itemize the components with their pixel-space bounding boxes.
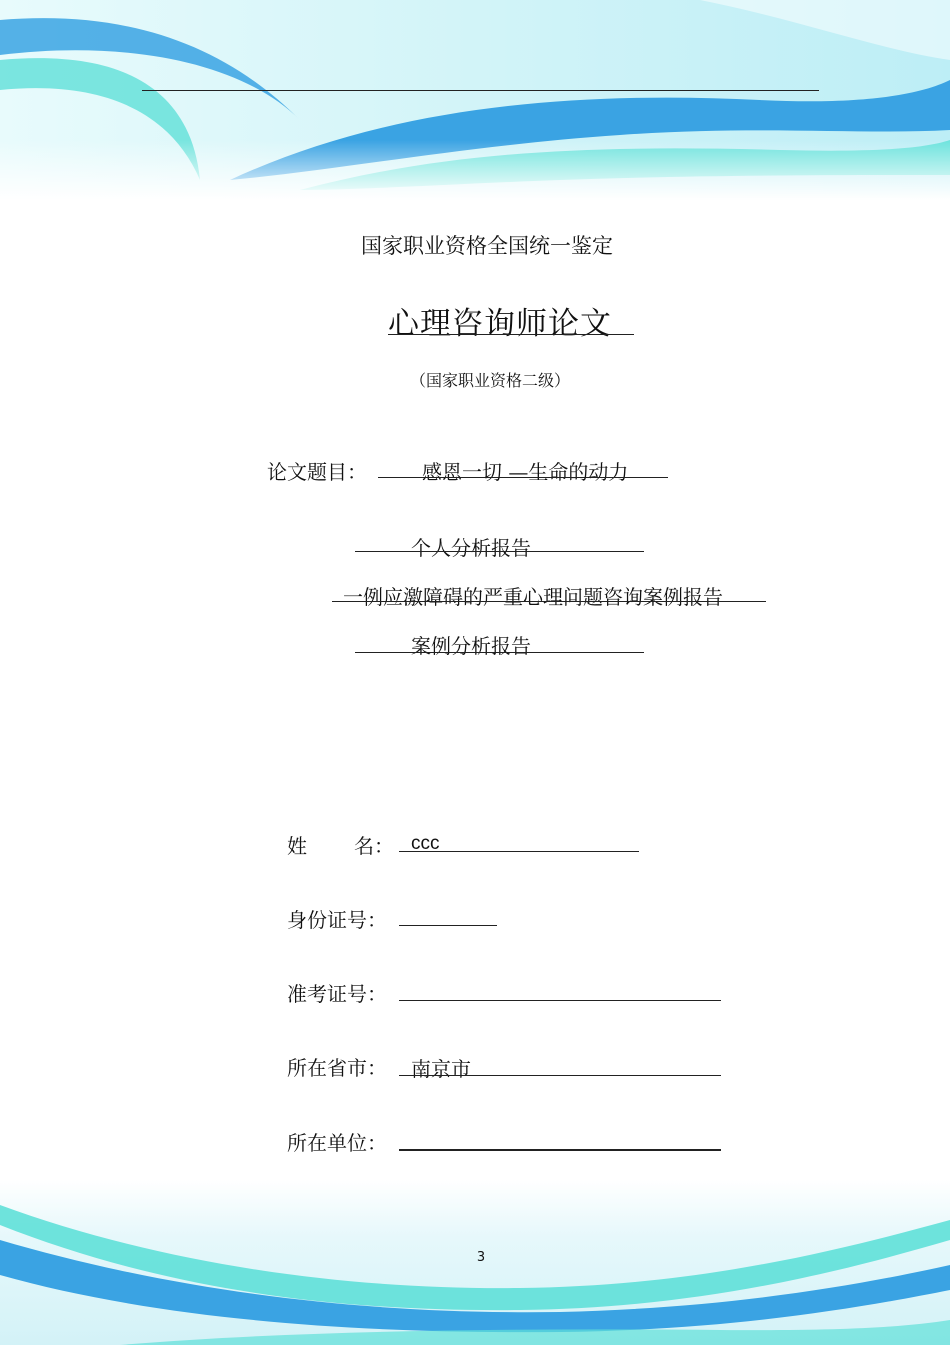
top-wave-decoration xyxy=(0,0,950,200)
page-title: 心理咨询师论文 xyxy=(388,306,612,342)
report-item: 个人分析报告 xyxy=(411,536,531,560)
topic-label: 论文题目： xyxy=(267,460,367,484)
id-number-label: 身份证号： xyxy=(287,908,387,932)
province-label: 所在省市： xyxy=(287,1056,387,1080)
exam-number-label: 准考证号： xyxy=(287,982,387,1006)
name-value: ccc xyxy=(411,833,440,854)
title-underline xyxy=(388,334,634,335)
province-value: 南京市 xyxy=(411,1057,471,1081)
id-number-underline xyxy=(399,925,497,926)
exam-number-underline xyxy=(399,1000,721,1001)
organization-underline xyxy=(399,1149,721,1151)
organization-label: 所在单位： xyxy=(287,1131,387,1155)
name-label-part1: 姓 xyxy=(287,834,307,858)
report-underline xyxy=(355,551,644,552)
header-rule xyxy=(142,90,819,91)
report-underline xyxy=(332,601,766,602)
report-item: 案例分析报告 xyxy=(411,634,531,658)
certification-authority: 国家职业资格全国统一鉴定 xyxy=(361,234,613,258)
report-underline xyxy=(355,652,644,653)
qualification-level: （国家职业资格二级） xyxy=(409,371,570,390)
name-label-part2: 名： xyxy=(354,834,394,858)
topic-value: 感恩一切 —生命的动力 xyxy=(422,460,629,484)
province-underline xyxy=(399,1075,721,1076)
page-number: 3 xyxy=(476,1250,486,1265)
topic-underline xyxy=(378,477,668,478)
report-item: 一例应激障碍的严重心理问题咨询案例报告 xyxy=(343,585,723,609)
name-underline xyxy=(399,851,639,852)
